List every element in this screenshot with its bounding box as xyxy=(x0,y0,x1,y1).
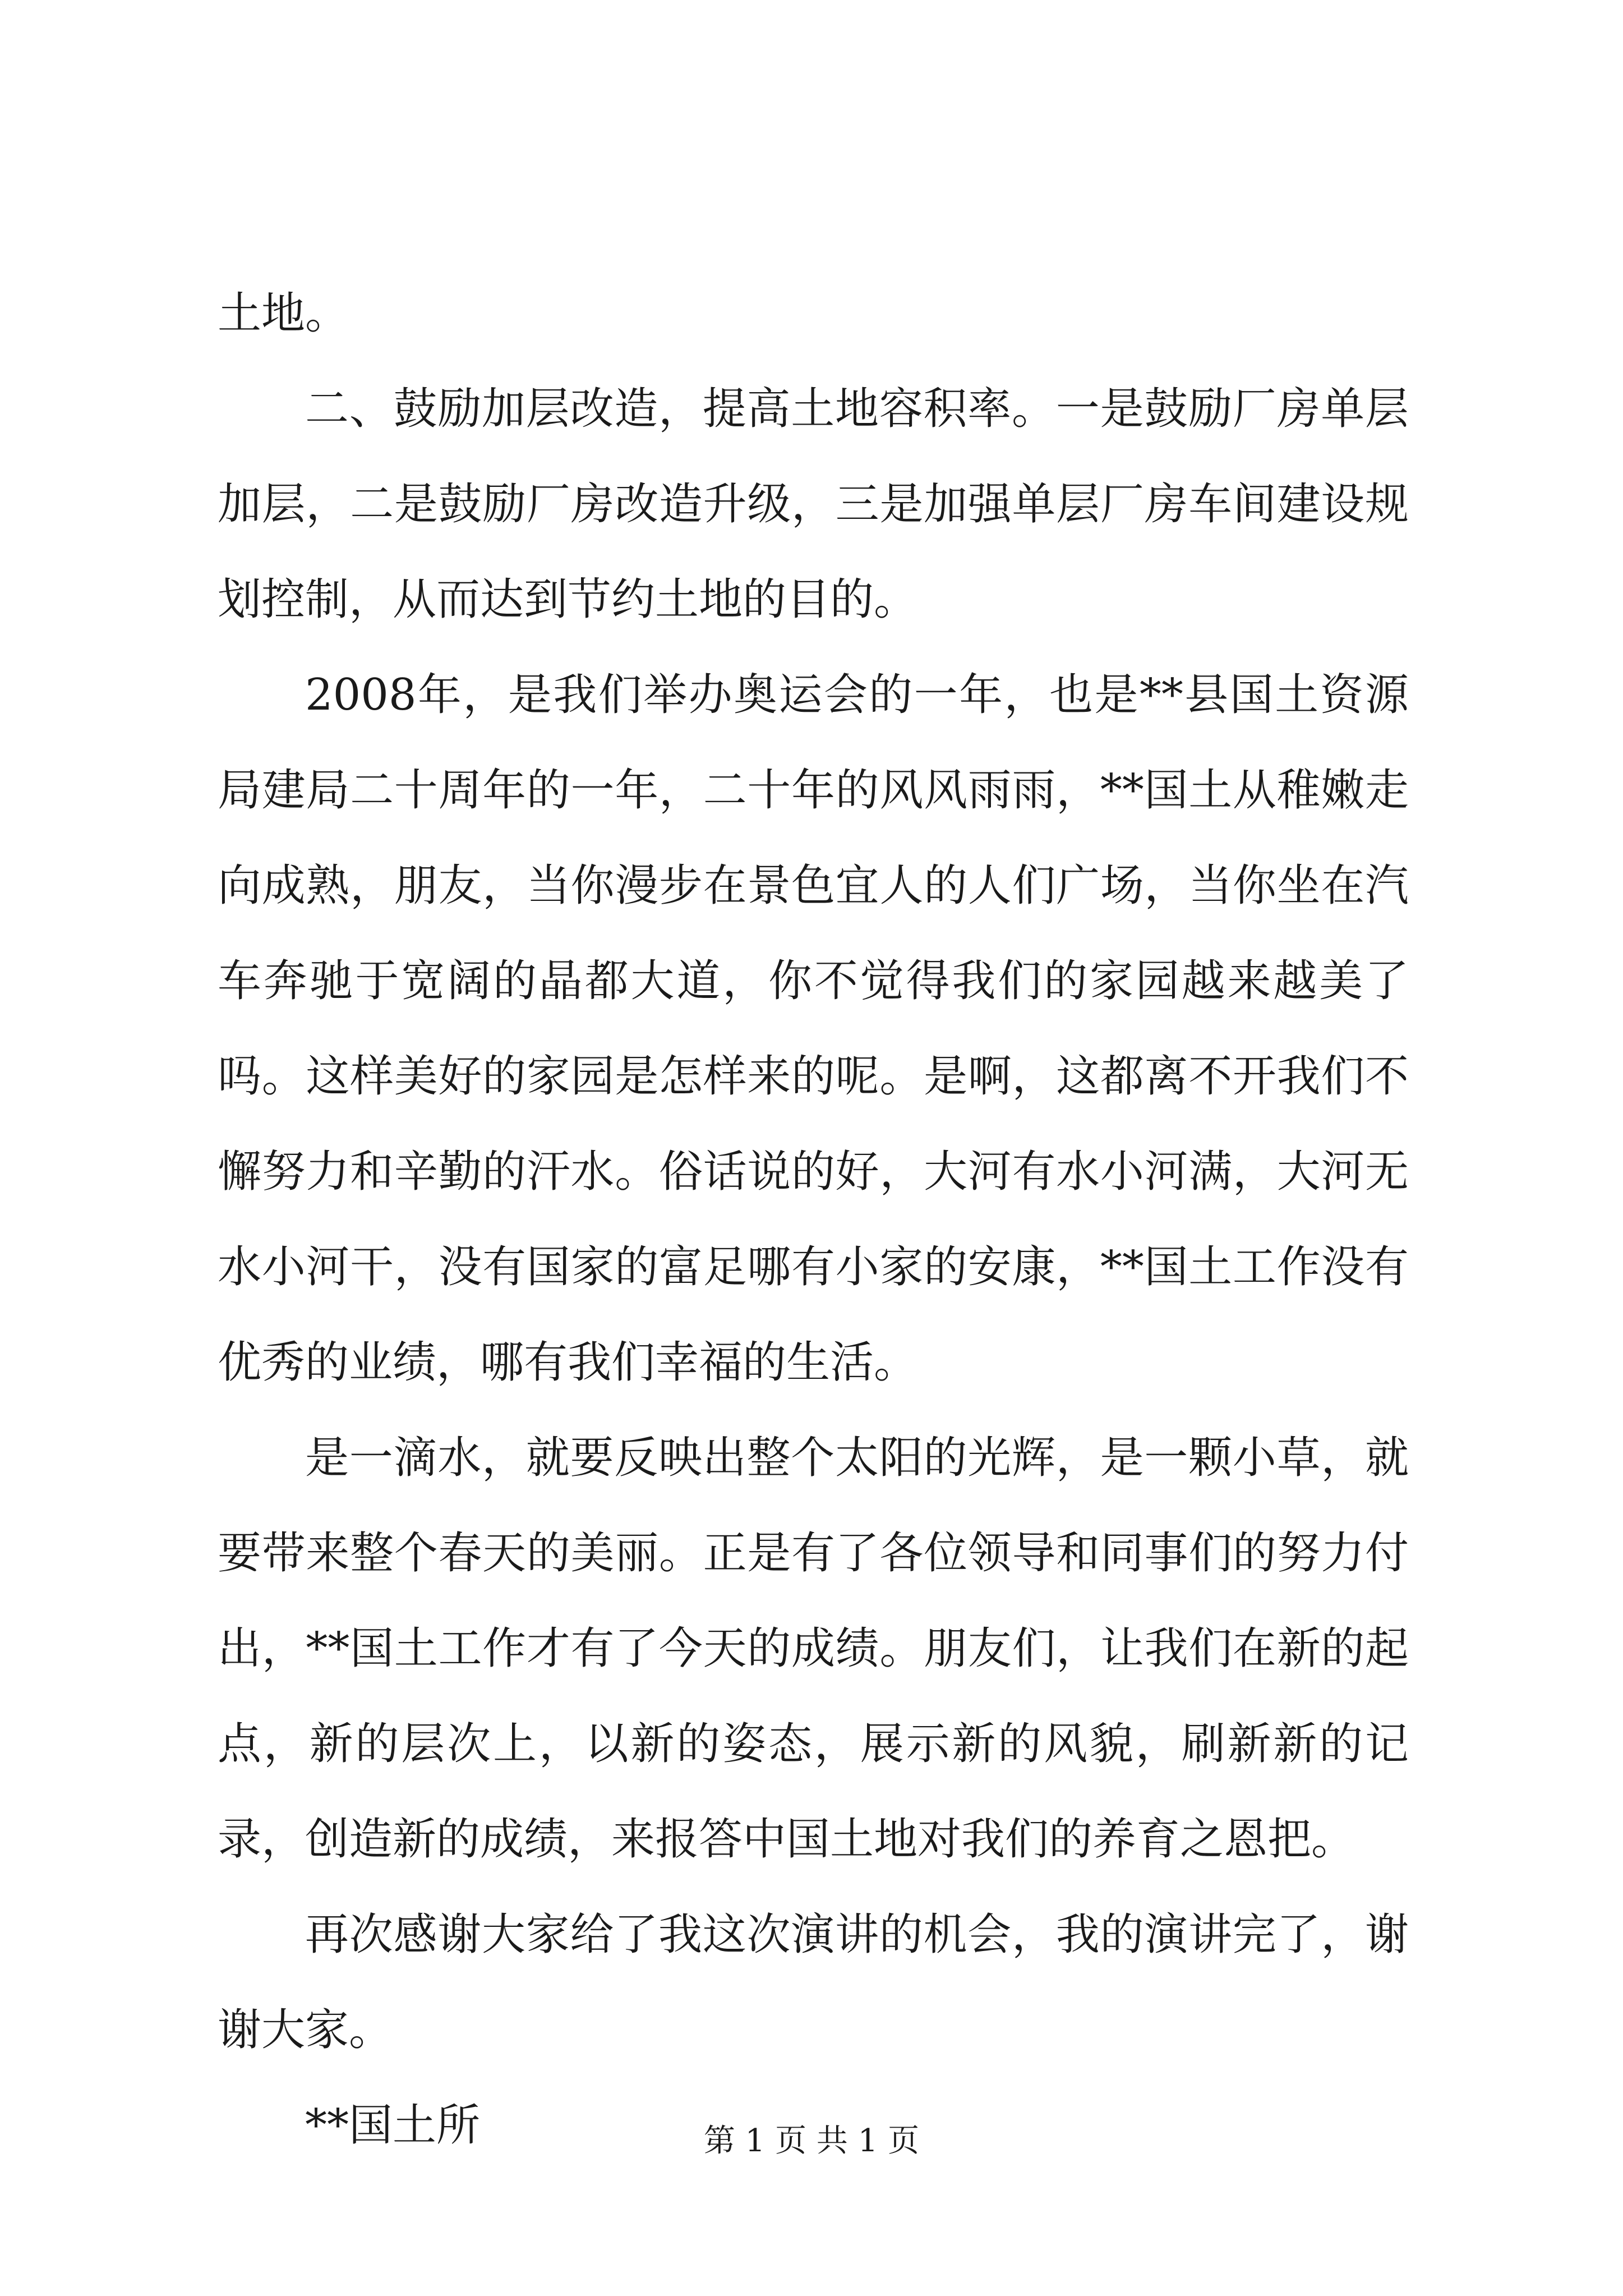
paragraph-thanks: 再次感谢大家给了我这次演讲的机会，我的演讲完了，谢谢大家。 xyxy=(218,1910,1409,2055)
signature-office: **国土所 xyxy=(305,2100,481,2151)
paragraph-drop-of-water: 是一滴水，就要反映出整个太阳的光辉，是一颗小草，就要带来整个春天的美丽。正是有了各位领导和同事们的努力付出，**国土工作才有了今天的成绩。朋友们，让我们在新的起点，新的层次上，以新的姿态，展示新的风貌，刷新新的记录，创造新的成绩，来报答中国土地对我们的养育之恩把。 xyxy=(218,1433,1409,1865)
paragraph-land-policy: 二、鼓励加层改造，提高土地容积率。一是鼓励厂房单层加层，二是鼓励厂房改造升级，三是加强单层厂房车间建设规划控制，从而达到节约土地的目的。 xyxy=(218,384,1409,625)
document-body xyxy=(218,266,1409,2173)
page-footer: 第 1 页 共 1 页 xyxy=(703,2123,920,2159)
paragraph-anniversary: 2008年，是我们举办奥运会的一年，也是**县国土资源局建局二十周年的一年，二十年的风风雨雨，**国土从稚嫩走向成熟，朋友，当你漫步在景色宜人的人们广场，当你坐在汽车奔驰于宽阔的晶都大道，你不觉得我们的家园越来越美了吗。这样美好的家园是怎样来的呢。是啊，这都离不开我们不懈努力和辛勤的汗水。俗话说的好，大河有水小河满，大河无水小河干，没有国家的富足哪有小家的安康，**国土工作没有优秀的业绩，哪有我们幸福的生活。 xyxy=(218,670,1409,1388)
paragraph-continuation: 土地。 xyxy=(218,288,349,339)
